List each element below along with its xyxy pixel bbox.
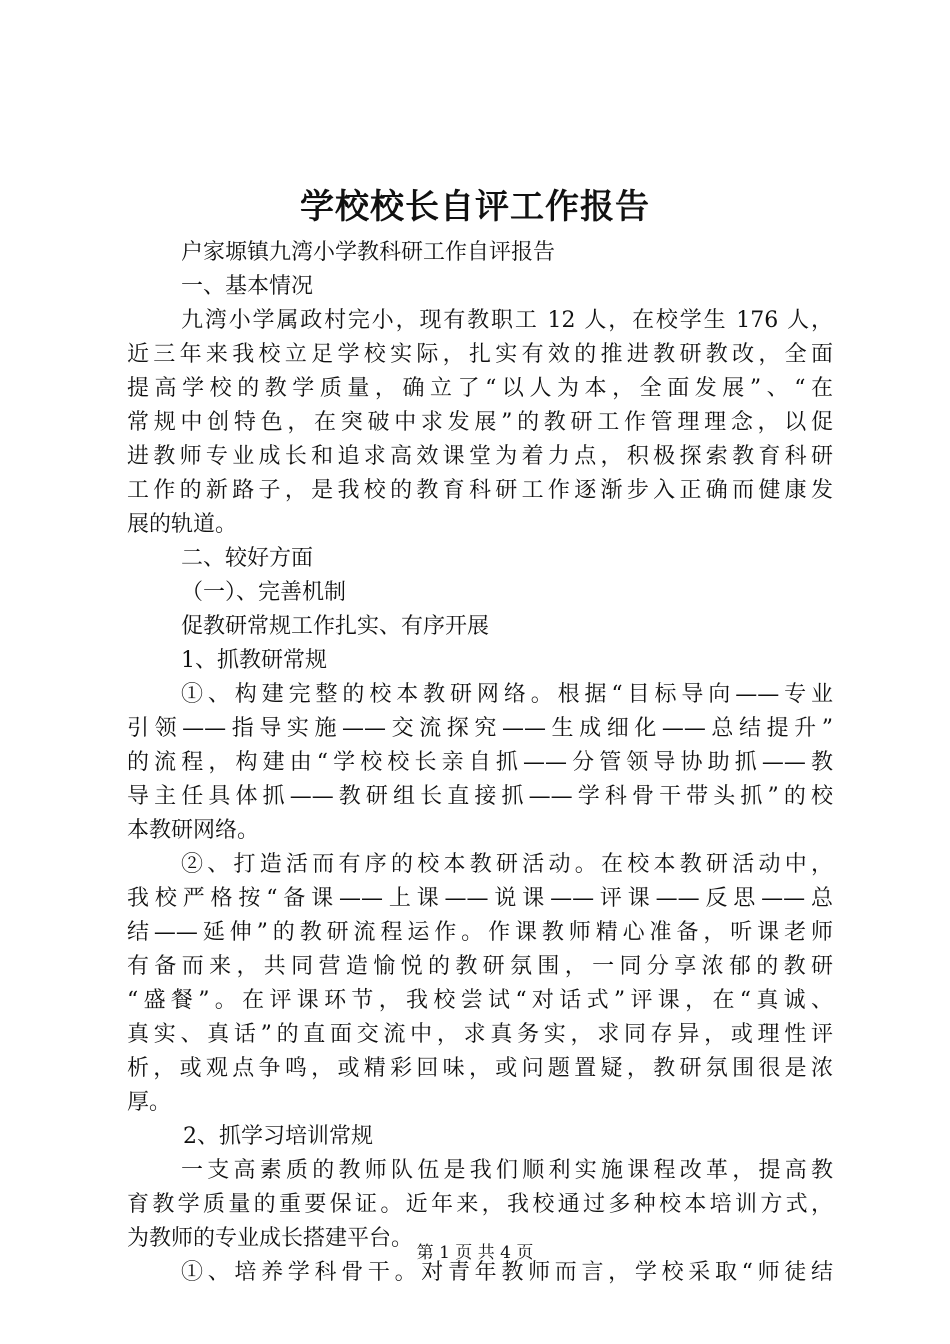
body-line: 2、抓学习培训常规 (183, 1124, 373, 1149)
body-line: 一支高素质的教师队伍是我们顺利实施课程改革，提高教 (181, 1158, 833, 1183)
body-line: 展的轨道。 (127, 512, 238, 537)
body-line: 工作的新路子，是我校的教育科研工作逐渐步入正确而健康发 (127, 478, 833, 503)
body-line: 厚。 (127, 1090, 172, 1115)
body-line: 一、基本情况 (181, 274, 314, 299)
page-footer: 第 1 页 共 4 页 (416, 1243, 534, 1263)
body-line: 促教研常规工作扎实、有序开展 (181, 614, 490, 639)
body-line: ①、构建完整的校本教研网络。根据“目标导向——专业 (181, 682, 833, 707)
body-line: 析，或观点争鸣，或精彩回味，或问题置疑，教研氛围很是浓 (127, 1056, 833, 1081)
document-body (127, 236, 833, 1290)
body-line: 1、抓教研常规 (181, 648, 327, 673)
body-line: 有备而来，共同营造愉悦的教研氛围，一同分享浓郁的教研 (127, 954, 833, 979)
body-line: 本教研网络。 (127, 818, 260, 843)
body-line: 常规中创特色，在突破中求发展”的教研工作管理理念，以促 (127, 410, 833, 435)
document-title: 学校校长自评工作报告 (300, 187, 650, 227)
body-line: 结——延伸”的教研流程运作。作课教师精心准备，听课老师 (127, 920, 833, 945)
body-line: 引领——指导实施——交流探究——生成细化——总结提升” (127, 716, 833, 741)
body-line: 导主任具体抓——教研组长直接抓——学科骨干带头抓”的校 (127, 784, 833, 809)
body-line: ①、培养学科骨干。对青年教师而言，学校采取“师徒结 (181, 1260, 833, 1285)
body-line: 二、较好方面 (181, 546, 314, 571)
body-line: 的流程，构建由“学校校长亲自抓——分管领导协助抓——教 (127, 750, 833, 775)
body-line: 真实、真话”的直面交流中，求真务实，求同存异，或理性评 (127, 1022, 833, 1047)
body-line: “盛餐”。在评课环节，我校尝试“对话式”评课，在“真诚、 (127, 988, 833, 1013)
body-line: 提高学校的教学质量，确立了“以人为本，全面发展”、“在 (127, 376, 833, 401)
body-line: 进教师专业成长和追求高效课堂为着力点，积极探索教育科研 (127, 444, 833, 469)
body-line: 育教学质量的重要保证。近年来，我校通过多种校本培训方式， (127, 1192, 833, 1217)
body-line: 我校严格按“备课——上课——说课——评课——反思——总 (127, 886, 833, 911)
body-line: 九湾小学属政村完小，现有教职工 12 人，在校学生 176 人， (181, 308, 833, 333)
body-line: 户家塬镇九湾小学教科研工作自评报告 (181, 240, 556, 265)
body-line: 近三年来我校立足学校实际，扎实有效的推进教研教改，全面 (127, 342, 833, 367)
body-line: （一）、完善机制 (181, 580, 347, 605)
body-line: 为教师的专业成长搭建平台。 (127, 1226, 414, 1251)
body-line: ②、打造活而有序的校本教研活动。在校本教研活动中， (181, 852, 833, 877)
